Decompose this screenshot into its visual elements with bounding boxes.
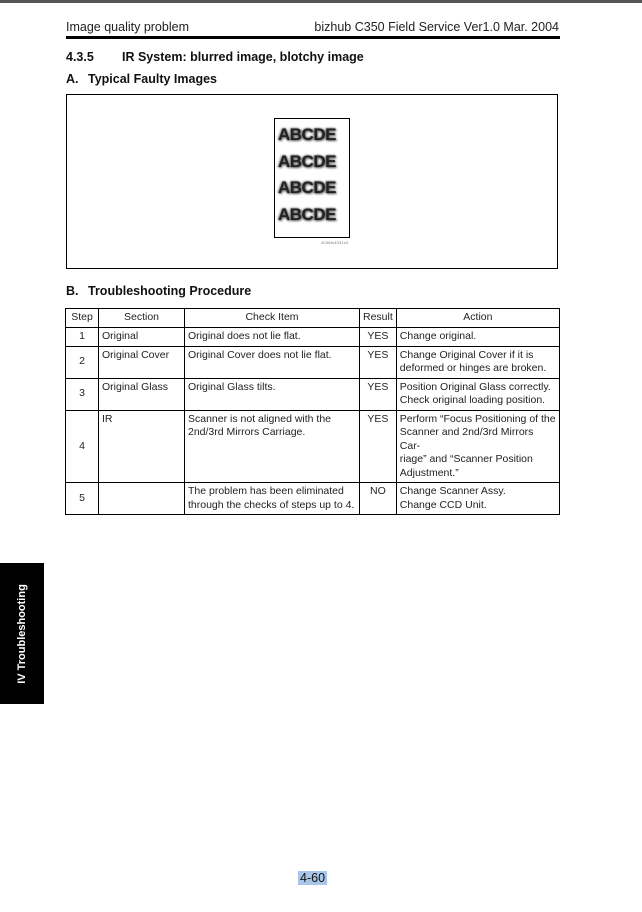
- cell-result: YES: [360, 378, 397, 410]
- action-line: Check original loading position.: [399, 394, 546, 406]
- cell-check-item: Original does not lie flat.: [185, 328, 360, 347]
- action-line: Adjustment.”: [399, 466, 459, 479]
- cell-action: [396, 328, 559, 347]
- column-header-check-item: Check Item: [185, 309, 360, 328]
- table-row: [66, 328, 560, 347]
- cell-result: NO: [360, 483, 397, 515]
- image-code: 4036fs4031c0: [321, 240, 349, 245]
- cell-section: Original: [99, 328, 185, 347]
- table-row: [66, 410, 560, 483]
- cell-action: [396, 483, 559, 515]
- faulty-image-sample: [274, 118, 350, 238]
- table-row: [66, 378, 560, 410]
- cell-check-item: Original Glass tilts.: [185, 378, 360, 410]
- table-row: [66, 483, 560, 515]
- column-header-action: Action: [396, 309, 559, 328]
- table-row: [66, 346, 560, 378]
- blurred-text-line: ABCDE: [278, 125, 336, 144]
- subsection-a-heading: [66, 72, 217, 86]
- chapter-side-tab: [0, 563, 44, 704]
- action-line: Scanner and 2nd/3rd Mirrors Car-: [399, 426, 534, 452]
- cell-step: 3: [66, 378, 99, 410]
- cell-result: YES: [360, 410, 397, 483]
- cell-check-item: Scanner is not aligned with the 2nd/3rd Mirrors Carriage.: [185, 410, 360, 483]
- blurred-text-line: ABCDE: [278, 204, 336, 224]
- action-line: Perform “Focus Positioning of the: [399, 412, 556, 425]
- window-top-border: [0, 0, 642, 3]
- cell-check-item: The problem has been eliminated through the checks of steps up to 4.: [185, 483, 360, 515]
- action-line: Change CCD Unit.: [399, 498, 487, 511]
- header-document-title: bizhub C350 Field Service Ver1.0 Mar. 2004: [314, 20, 559, 34]
- action-line: riage” and “Scanner Position: [399, 453, 533, 465]
- subsection-a-letter: A.: [66, 72, 79, 86]
- troubleshooting-table: [65, 308, 560, 515]
- action-line: Change Scanner Assy.: [399, 485, 506, 497]
- section-number: 4.3.5: [66, 50, 94, 64]
- action-line: Change Original Cover if it is: [399, 348, 534, 361]
- table-header-row: [66, 309, 560, 328]
- subsection-b-heading: [66, 284, 251, 298]
- subsection-b-title: Troubleshooting Procedure: [88, 284, 252, 298]
- column-header-step: Step: [66, 309, 99, 328]
- column-header-section: Section: [99, 309, 185, 328]
- header-chapter-title: Image quality problem: [66, 20, 189, 34]
- action-line: deformed or hinges are broken.: [399, 362, 547, 374]
- section-heading: [66, 50, 364, 64]
- cell-result: YES: [360, 328, 397, 347]
- cell-section: [99, 483, 185, 515]
- cell-section: Original Glass: [99, 378, 185, 410]
- cell-section: Original Cover: [99, 346, 185, 378]
- cell-result: YES: [360, 346, 397, 378]
- cell-step: 2: [66, 346, 99, 378]
- blurred-text-line: ABCDE: [278, 178, 336, 197]
- cell-section: IR: [99, 410, 185, 483]
- cell-step: 4: [66, 410, 99, 483]
- column-header-result: Result: [360, 309, 397, 328]
- action-line: Position Original Glass correctly.: [399, 380, 551, 393]
- subsection-b-letter: B.: [66, 284, 79, 298]
- header-rule: [66, 36, 560, 39]
- cell-action: [396, 346, 559, 378]
- cell-check-item: Original Cover does not lie flat.: [185, 346, 360, 378]
- cell-step: 1: [66, 328, 99, 347]
- cell-action: [396, 410, 559, 483]
- chapter-side-tab-label: IV Troubleshooting: [16, 583, 28, 684]
- cell-action: [396, 378, 559, 410]
- subsection-a-title: Typical Faulty Images: [88, 72, 217, 86]
- action-line: Change original.: [399, 330, 477, 342]
- page-number: 4-60: [300, 871, 326, 885]
- section-title: IR System: blurred image, blotchy image: [122, 50, 364, 64]
- cell-step: 5: [66, 483, 99, 515]
- blurred-text-line: ABCDE: [278, 151, 336, 171]
